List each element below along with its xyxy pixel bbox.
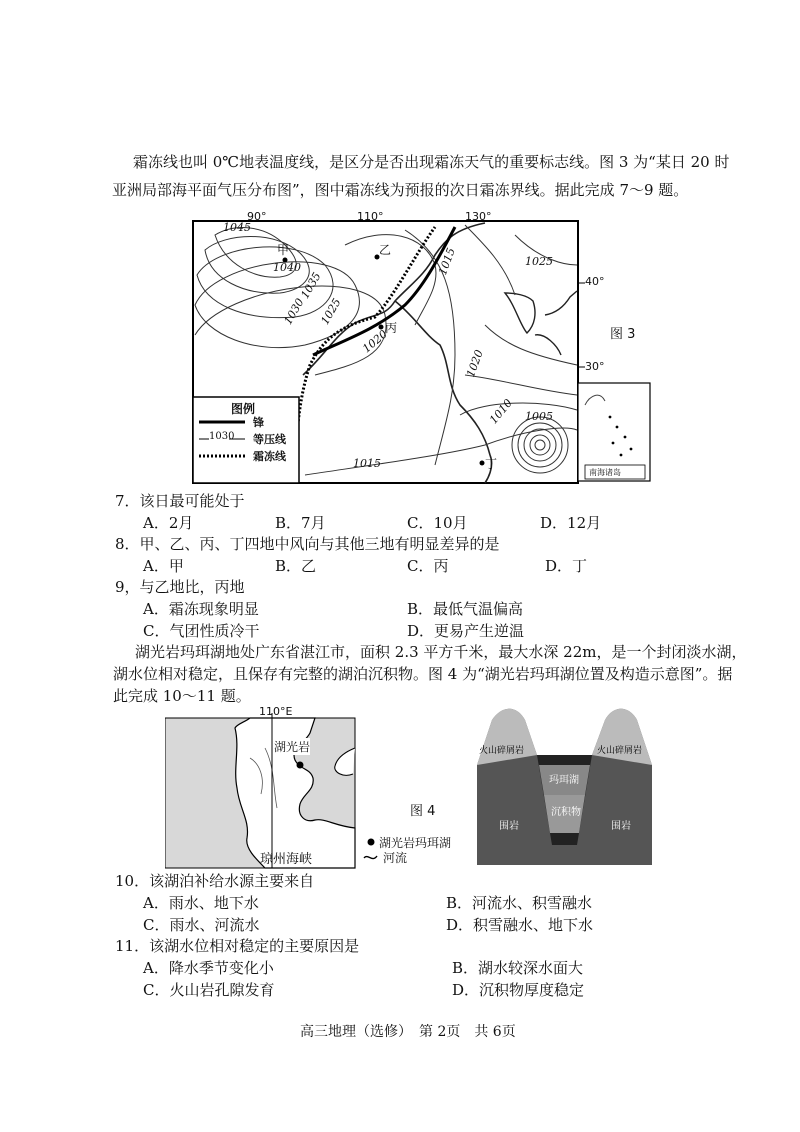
isobar-label: 1020 bbox=[360, 327, 390, 356]
q11-stem: 11．该湖水位相对稳定的主要原因是 bbox=[115, 937, 360, 955]
lake-label: 玛珥湖 bbox=[549, 775, 579, 786]
q9-stem: 9，与乙地比，丙地 bbox=[115, 578, 245, 596]
legend-isobar: 等压线 bbox=[253, 433, 286, 446]
legend-river: 河流 bbox=[383, 851, 408, 865]
legend-frost: 霜冻线 bbox=[253, 450, 286, 463]
q8-option-c[interactable]: C．丙 bbox=[407, 557, 449, 575]
q7-option-c[interactable]: C．10月 bbox=[407, 514, 468, 532]
q8-option-b[interactable]: B．乙 bbox=[275, 557, 317, 575]
wall-rock-right: 围岩 bbox=[611, 821, 631, 832]
lon-label-110: 110° bbox=[357, 210, 384, 223]
fig4-strait: 琼州海峡 bbox=[260, 852, 313, 867]
place-ding: 丁 bbox=[485, 457, 498, 471]
isobar-label: 1015 bbox=[436, 246, 458, 277]
q8-option-d[interactable]: D．丁 bbox=[545, 557, 588, 575]
q10-stem: 10．该湖泊补给水源主要来自 bbox=[115, 872, 315, 890]
figure-3-map bbox=[185, 205, 655, 495]
fig4-lake-label: 湖光岩 bbox=[274, 740, 311, 754]
q7-option-d[interactable]: D．12月 bbox=[540, 514, 602, 532]
isobar-label: 1045 bbox=[223, 221, 251, 234]
q9-option-b[interactable]: B．最低气温偏高 bbox=[407, 600, 524, 618]
q8-stem: 8．甲、乙、丙、丁四地中风向与其他三地有明显差异的是 bbox=[115, 535, 500, 553]
q7-option-a[interactable]: A．2月 bbox=[143, 514, 194, 532]
isobar-label: 1015 bbox=[353, 457, 381, 470]
right-rock-label: 火山碎屑岩 bbox=[597, 746, 643, 756]
lat-label-30: 30° bbox=[585, 360, 605, 373]
legend-isobar-sample: 1030 bbox=[209, 431, 235, 442]
fig4-lon: 110°E bbox=[259, 705, 293, 718]
figure-4-section bbox=[477, 705, 652, 865]
legend-front: 锋 bbox=[253, 416, 264, 429]
q11-option-b[interactable]: B．湖水较深水面大 bbox=[452, 959, 584, 977]
q10-option-b[interactable]: B．河流水、积雪融水 bbox=[446, 894, 593, 912]
figure-4-caption: 图 4 bbox=[410, 804, 436, 819]
isobar-label: 1030 bbox=[281, 296, 307, 327]
isobar-label: 1025 bbox=[318, 296, 344, 327]
isobar-label: 1010 bbox=[487, 396, 515, 427]
place-yi: 乙 bbox=[379, 243, 392, 257]
q11-option-d[interactable]: D．沉积物厚度稳定 bbox=[452, 981, 585, 999]
isobar-label: 1025 bbox=[525, 255, 553, 268]
lon-label-90: 90° bbox=[247, 210, 267, 223]
q9-option-a[interactable]: A．霜冻现象明显 bbox=[143, 600, 259, 618]
q9-option-c[interactable]: C．气团性质冷干 bbox=[143, 622, 260, 640]
place-jia: 甲 bbox=[277, 243, 290, 257]
lat-label-40: 40° bbox=[585, 275, 605, 288]
page-footer: 高三地理（选修） 第 2页 共 6页 bbox=[300, 1024, 516, 1040]
isobar-label: 1005 bbox=[525, 410, 553, 423]
wall-rock-left: 围岩 bbox=[499, 821, 519, 832]
q10-option-d[interactable]: D．积雪融水、地下水 bbox=[446, 916, 594, 934]
inset-label: 南海诸岛 bbox=[589, 468, 621, 477]
q11-option-a[interactable]: A．降水季节变化小 bbox=[143, 959, 274, 977]
q9-option-d[interactable]: D．更易产生逆温 bbox=[407, 622, 525, 640]
q7-stem: 7．该日最可能处于 bbox=[115, 492, 245, 510]
q11-option-c[interactable]: C．火山岩孔隙发育 bbox=[143, 981, 275, 999]
intro2-line3: 此完成 10～11 题。 bbox=[113, 687, 251, 705]
isobar-label: 1035 bbox=[298, 270, 324, 301]
q10-option-a[interactable]: A．雨水、地下水 bbox=[143, 894, 259, 912]
legend-lake: 湖光岩玛珥湖 bbox=[379, 836, 452, 850]
q10-option-c[interactable]: C．雨水、河流水 bbox=[143, 916, 260, 934]
figure-4-location-map bbox=[165, 705, 475, 870]
isobar-label: 1020 bbox=[464, 348, 486, 379]
left-rock-label: 火山碎屑岩 bbox=[479, 746, 525, 756]
figure-3-caption: 图 3 bbox=[610, 327, 636, 342]
legend-title: 图例 bbox=[231, 402, 256, 416]
sediment-label: 沉积物 bbox=[551, 807, 581, 818]
q8-option-a[interactable]: A．甲 bbox=[143, 557, 184, 575]
intro2-line1: 湖光岩玛珥湖地处广东省湛江市，面积 2.3 平方千米，最大水深 22m，是一个封闭淡水湖， bbox=[135, 643, 747, 661]
isobar-label: 1040 bbox=[273, 261, 301, 274]
intro2-line2: 湖水位相对稳定，且保存有完整的湖泊沉积物。图 4 为“湖光岩玛珥湖位置及构造示意图”。据 bbox=[113, 665, 733, 683]
intro1-line1: 霜冻线也叫 0℃地表温度线，是区分是否出现霜冻天气的重要标志线。图 3 为“某日 20 时 bbox=[133, 153, 730, 171]
intro1-line2: 亚洲局部海平面气压分布图”，图中霜冻线为预报的次日霜冻界线。据此完成 7～9 题。 bbox=[112, 181, 689, 199]
place-bing: 丙 bbox=[385, 321, 398, 335]
lon-label-130: 130° bbox=[465, 210, 492, 223]
q7-option-b[interactable]: B．7月 bbox=[275, 514, 326, 532]
